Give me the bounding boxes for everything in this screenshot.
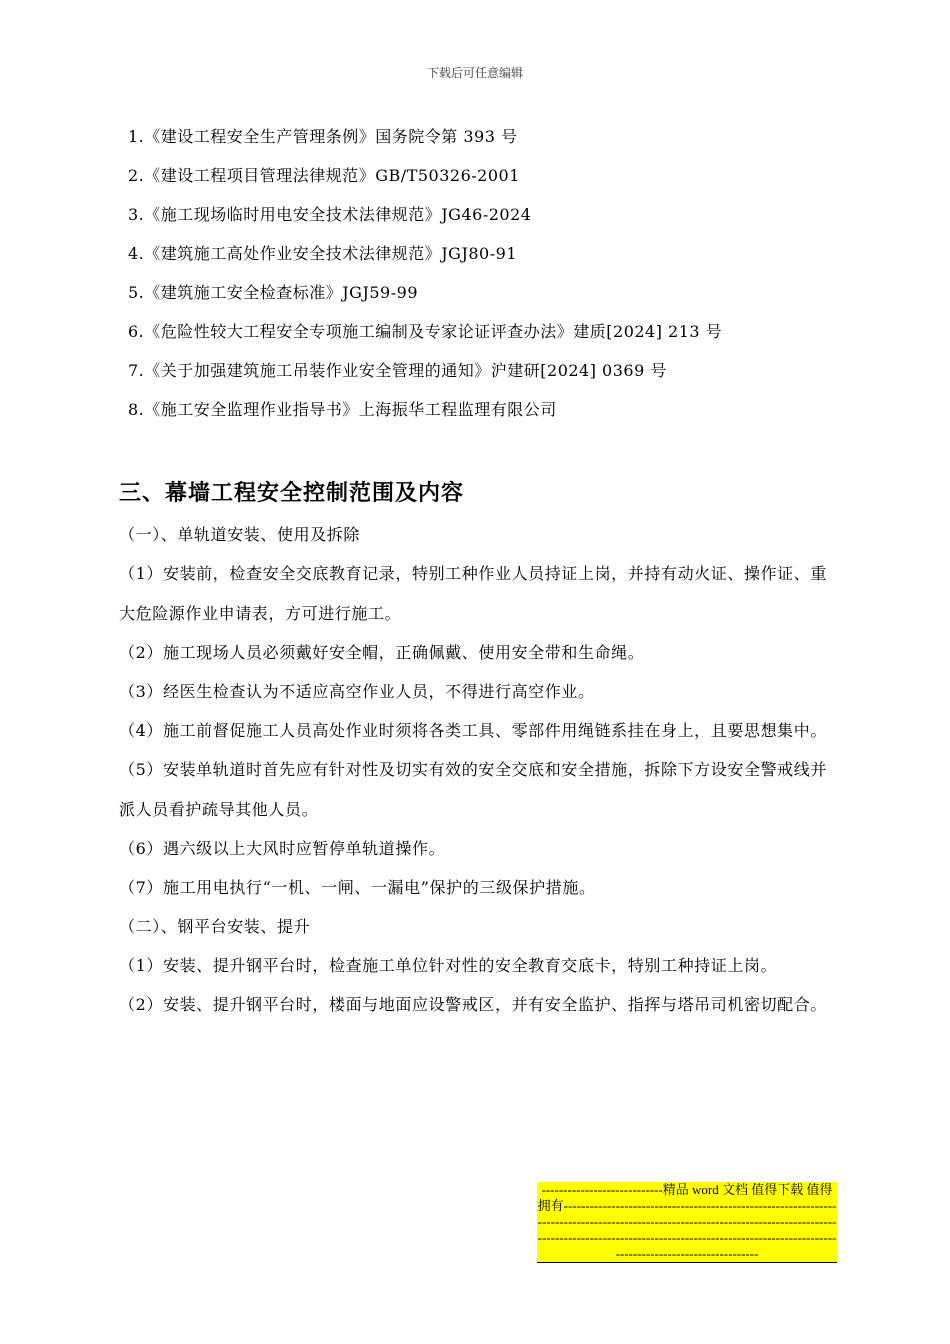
footer-watermark-note: ----------------------------精品 word 文档 值得下载 值得拥有------------------------------------------------------------------------------------------------------------------------------------------------------------------------------------------------------------------------------------------ [537, 1182, 837, 1261]
reference-list [128, 124, 888, 436]
reference-item: 8.《施工安全监理作业指导书》上海振华工程监理有限公司 [128, 400, 557, 419]
paragraph: （5）安装单轨道时首先应有针对性及切实有效的安全交底和安全措施，拆除下方设安全警戒线并派人员看护疏导其他人员。 [119, 760, 827, 819]
reference-item: 5.《建筑施工安全检查标准》JGJ59-99 [128, 283, 419, 302]
subsection-heading: （一）、单轨道安装、使用及拆除 [119, 525, 361, 544]
footer-divider [537, 1262, 837, 1263]
reference-item: 1.《建设工程安全生产管理条例》国务院令第 393 号 [128, 127, 518, 146]
section-body [119, 522, 839, 1031]
reference-item: 3.《施工现场临时用电安全技术法律规范》JG46-2024 [128, 205, 532, 224]
paragraph: （2）安装、提升钢平台时，楼面与地面应设警戒区，并有安全监护、指挥与塔吊司机密切配合。 [119, 995, 827, 1014]
reference-item: 7.《关于加强建筑施工吊装作业安全管理的通知》沪建研[2024] 0369 号 [128, 361, 667, 380]
paragraph: （2）施工现场人员必须戴好安全帽，正确佩戴、使用安全带和生命绳。 [119, 643, 645, 662]
reference-item: 4.《建筑施工高处作业安全技术法律规范》JGJ80-91 [128, 244, 518, 263]
paragraph: （6）遇六级以上大风时应暂停单轨道操作。 [119, 839, 446, 858]
paragraph: （7）施工用电执行“一机、一闸、一漏电”保护的三级保护措施。 [119, 878, 596, 897]
reference-item: 6.《危险性较大工程安全专项施工编制及专家论证评查办法》建质[2024] 213 号 [128, 322, 723, 341]
paragraph: （4）施工前督促施工人员高处作业时须将各类工具、零部件用绳链系挂在身上，且要思想集中。 [119, 721, 827, 740]
page-header: 下载后可任意编辑 [426, 66, 523, 80]
section-title: 三、幕墙工程安全控制范围及内容 [119, 480, 465, 506]
paragraph: （3）经医生检查认为不适应高空作业人员，不得进行高空作业。 [119, 682, 595, 701]
reference-item: 2.《建设工程项目管理法律规范》GB/T50326-2001 [128, 166, 520, 185]
subsection-heading: （二）、钢平台安装、提升 [119, 917, 311, 936]
paragraph: （1）安装前，检查安全交底教育记录，特别工种作业人员持证上岗，并持有动火证、操作证、重大危险源作业申请表，方可进行施工。 [119, 564, 827, 623]
paragraph: （1）安装、提升钢平台时，检查施工单位针对性的安全教育交底卡，特别工种持证上岗。 [119, 956, 778, 975]
